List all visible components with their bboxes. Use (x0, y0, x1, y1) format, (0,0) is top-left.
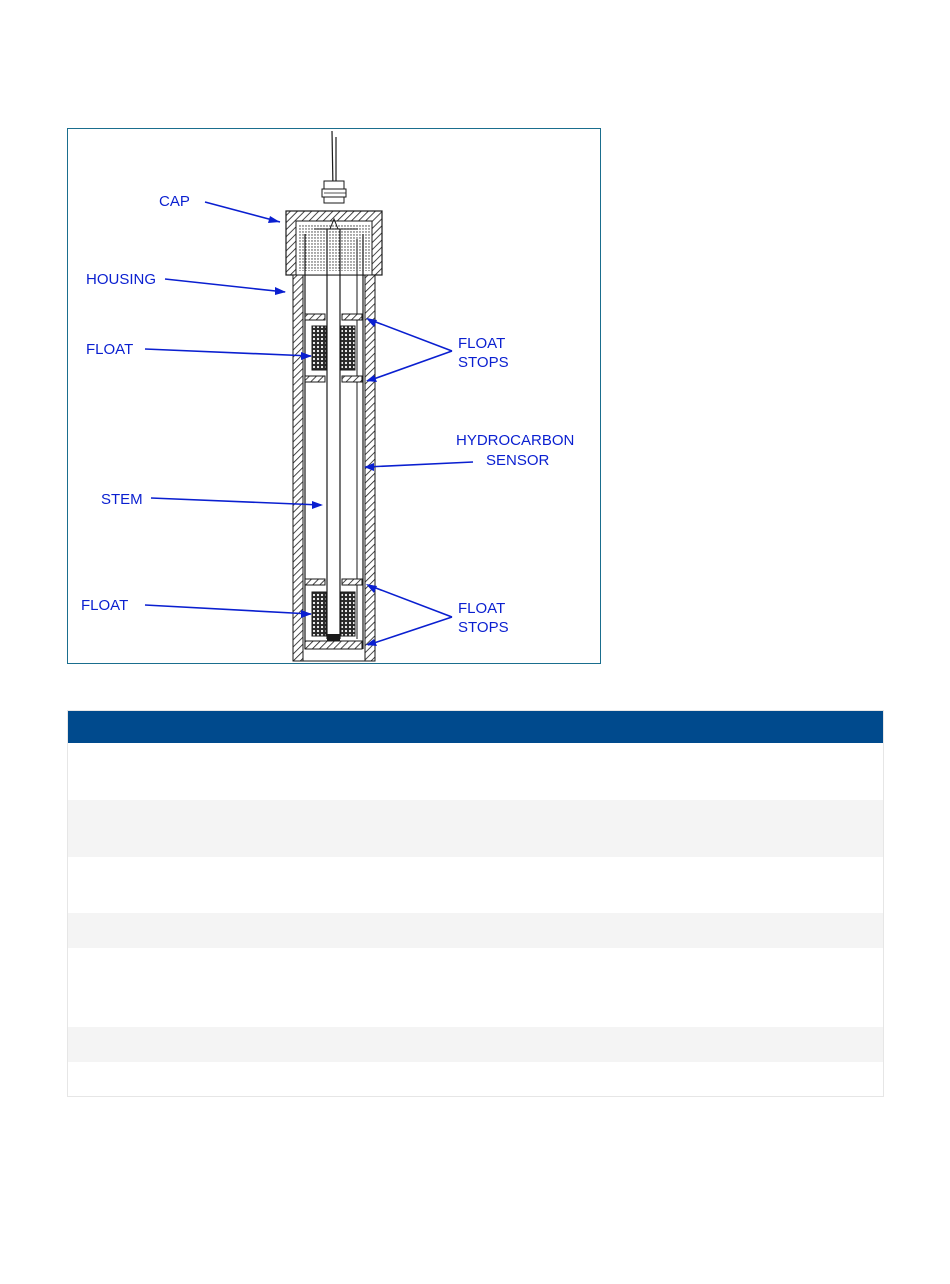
label-hydrocarbon-1: HYDROCARBON (456, 432, 575, 449)
label-float-stops-upper-1: FLOAT (458, 335, 506, 352)
cable (332, 131, 336, 189)
sensor-cross-section-diagram (68, 129, 600, 663)
label-float-lower: FLOAT (81, 597, 129, 614)
upper-float (312, 326, 355, 370)
table-row (68, 800, 883, 857)
cap (286, 211, 382, 275)
callout-float-stops-lower (366, 584, 509, 646)
housing (293, 234, 375, 661)
table-row (68, 743, 883, 800)
stem (327, 229, 340, 644)
label-float-stops-lower-2: STOPS (458, 619, 509, 636)
lower-float (312, 592, 355, 636)
callout-housing (86, 271, 286, 295)
callout-float-upper (86, 341, 312, 360)
label-float-upper: FLOAT (86, 341, 134, 358)
callout-stem (101, 491, 323, 509)
table-row (68, 1062, 883, 1096)
callout-hydrocarbon-sensor (364, 432, 574, 471)
label-cap: CAP (159, 193, 190, 210)
table-row (68, 857, 883, 913)
label-float-stops-lower-1: FLOAT (458, 600, 506, 617)
table-row (68, 948, 883, 1027)
label-hydrocarbon-2: SENSOR (486, 452, 550, 469)
callout-cap (159, 193, 280, 223)
sensor-diagram-frame (67, 128, 601, 664)
callout-float-stops-upper (366, 318, 509, 382)
table-header (68, 711, 883, 743)
label-housing: HOUSING (86, 271, 157, 288)
label-stem: STEM (101, 491, 143, 508)
table-row (68, 1027, 883, 1062)
label-float-stops-upper-2: STOPS (458, 354, 509, 371)
table-row (68, 913, 883, 948)
cable-gland (322, 181, 346, 203)
spec-table (67, 710, 884, 1097)
callout-float-lower (81, 597, 312, 618)
